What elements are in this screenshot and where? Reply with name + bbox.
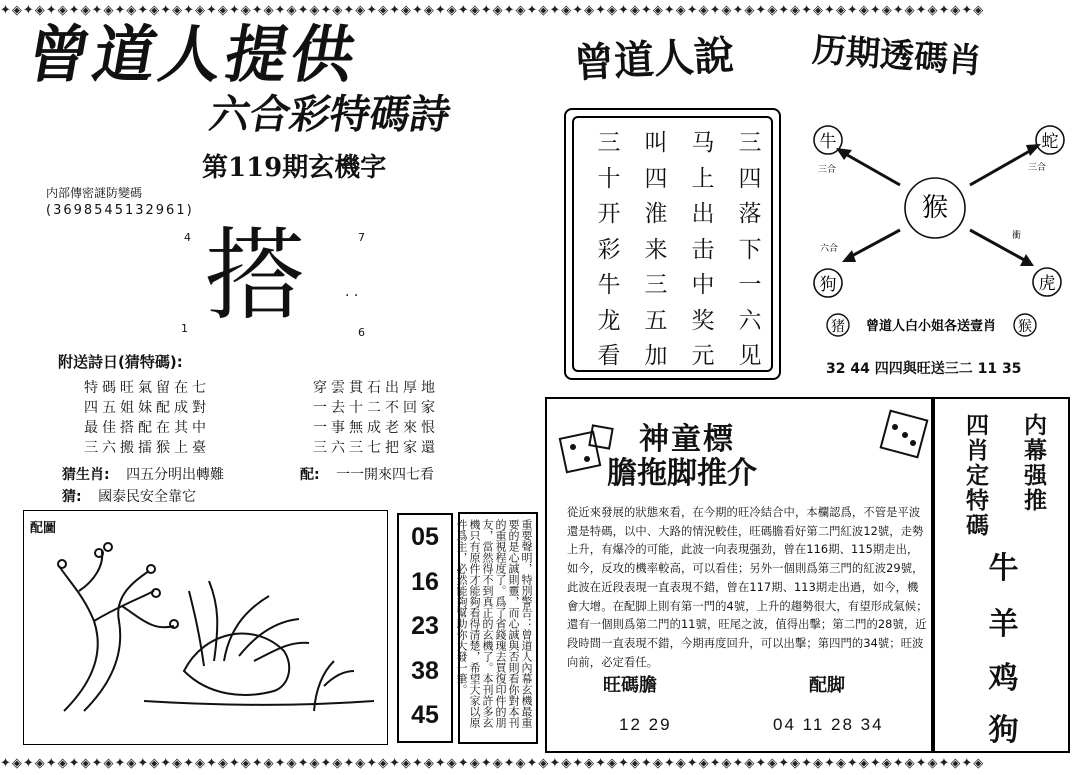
match-value: 一一開來四七看 xyxy=(336,467,435,483)
corner-number-top-right: 7 xyxy=(358,231,365,244)
grid-character: 来 xyxy=(644,236,668,263)
grid-character: 看 xyxy=(597,343,621,369)
grid-character: 牛 xyxy=(597,272,621,298)
secret-code-label: 内部傳密謎防變碼 xyxy=(46,186,143,200)
grid-character: 四 xyxy=(644,165,668,192)
middle-heading: 曾道人說 xyxy=(572,31,736,88)
banker-numbers: 12 29 xyxy=(619,715,672,734)
grid-character: 十 xyxy=(597,165,621,192)
zodiac-pick: 鸡 xyxy=(988,661,1019,696)
special-number: 23 xyxy=(411,612,439,640)
issue-number: 第119期玄機字 xyxy=(202,153,387,183)
grid-character: 开 xyxy=(597,201,621,227)
poem-line: 四五姐妹配成對 xyxy=(84,400,210,416)
guess2-line xyxy=(62,488,196,506)
warning-notice: 重要聲明，特別警告：曾道人內幕玄機最重要的是心誠則靈，而心誠與否則看你對本刊的重視程度了。爲了省錢瑰去買復印件的朋友，當然得不到真正的玄機了。本刊許多玄機只有原件才能夠看得清楚，希望大家以原件爲主，必然能夠幫助你大發一筆。 xyxy=(458,512,538,744)
four-zodiac-label: 四肖定特碼 xyxy=(962,413,989,538)
illustration-label: 配圖 xyxy=(30,521,57,536)
grid-character: 五 xyxy=(644,307,668,334)
legs-numbers: 04 11 28 34 xyxy=(773,715,884,734)
center-animal: 猴 xyxy=(921,193,949,223)
guess2-value: 國泰民安全靠它 xyxy=(98,489,197,505)
zodiac-pick: 牛 xyxy=(988,551,1019,586)
decorative-dots: . . xyxy=(345,284,359,300)
bottom-decorative-border: ✦◈✦◈✦◈✦◈✦◈✦◈✦◈✦◈✦◈✦◈✦◈✦◈✦◈✦◈✦◈✦◈✦◈✦◈✦◈✦◈✦◈✦◈✦◈✦◈✦◈✦◈✦◈✦◈✦◈✦◈✦◈✦◈✦◈✦◈✦◈✦◈✦◈✦◈✦◈✦◈✦◈✦◈✦◈ xyxy=(0,756,985,771)
guess2-label: 猜: xyxy=(62,489,82,505)
grid-character: 上 xyxy=(691,165,715,192)
zodiac-diagram-title: 历期透碼肖 xyxy=(810,30,984,82)
match-line xyxy=(300,466,434,484)
grid-character: 奖 xyxy=(691,307,715,334)
guess-zodiac-label: 猜生肖: xyxy=(62,467,110,483)
banner-left-animal: 猪 xyxy=(831,319,845,335)
poem-line: 三六搬擂猴上臺 xyxy=(84,440,210,456)
dice-right-icon xyxy=(875,405,935,465)
grid-character: 出 xyxy=(691,201,715,227)
grid-character: 叫 xyxy=(644,130,668,156)
article-box xyxy=(545,397,933,753)
zodiac-pick: 狗 xyxy=(988,713,1019,748)
illustration-box xyxy=(23,510,388,745)
article-body: 從近來發展的狀態來看，在今期的旺冷結合中，本欄認爲，不管是平波還是特碼，以中、大路的情況較佳，旺碼膽看好第二門紅波12號，走勢上升，有爆冷的可能，此波一向表現强劲，曾在116期、115期走出，如今，反攻的機率較高，可以看佳；另外一個則爲第三門的紅波29號，此波在近段表現一直表現不錯，曾在117期、113期走出過，如今，機會大增。在配脚上則有第一門的4號，上升的趨勢很大，有望形成氣候；還有一個則爲第二門的11號，旺尾之波，值得出擊；第二門的28號，近段時間一直表現不錯，今期再度回升，可以出擊；第四門的34號；旺波向前，必定看任。 xyxy=(567,506,928,669)
zodiac-diagram xyxy=(800,110,1070,350)
poem-line: 一去十二不回家 xyxy=(313,400,439,416)
main-title: 曾道人提供 xyxy=(21,18,365,91)
special-number: 16 xyxy=(411,567,439,596)
subtitle: 六合彩特碼詩 xyxy=(205,92,455,138)
mystery-character: 搭 xyxy=(205,217,305,334)
grid-character: 中 xyxy=(691,272,715,298)
arrow-snake xyxy=(970,148,1035,185)
grid-character: 加 xyxy=(644,343,668,369)
poem-left-column xyxy=(84,378,210,458)
zodiac-pick: 羊 xyxy=(988,607,1019,642)
guess-zodiac-line xyxy=(62,466,224,484)
match-label: 配: xyxy=(300,467,320,483)
grid-character: 一 xyxy=(738,272,762,298)
animal-dog: 狗 xyxy=(819,275,837,295)
article-title: 神童標 xyxy=(639,422,735,457)
poem-line: 一事無成老來恨 xyxy=(313,420,439,436)
special-number: 45 xyxy=(411,701,439,729)
grid-character: 龙 xyxy=(597,307,621,334)
top-decorative-border: ✦◈✦◈✦◈✦◈✦◈✦◈✦◈✦◈✦◈✦◈✦◈✦◈✦◈✦◈✦◈✦◈✦◈✦◈✦◈✦◈✦◈✦◈✦◈✦◈✦◈✦◈✦◈✦◈✦◈✦◈✦◈✦◈✦◈✦◈✦◈✦◈✦◈✦◈✦◈✦◈✦◈✦◈✦◈ xyxy=(0,3,985,18)
grid-character: 三 xyxy=(738,130,762,156)
guess-zodiac-value: 四五分明出轉難 xyxy=(126,467,225,483)
character-grid-inner xyxy=(572,116,773,372)
grid-character: 落 xyxy=(738,201,762,227)
grid-character: 见 xyxy=(738,343,762,369)
special-number: 38 xyxy=(411,656,439,685)
special-number: 05 xyxy=(411,523,439,551)
grid-character: 淮 xyxy=(644,201,668,227)
poem-right-column xyxy=(313,378,439,458)
tag-chong: 衝 xyxy=(1012,231,1022,241)
poem-line: 最佳搭配在其中 xyxy=(84,420,210,436)
tag-six-he: 六合 xyxy=(820,244,839,254)
grid-character: 元 xyxy=(691,343,715,369)
animal-ox: 牛 xyxy=(819,132,837,152)
poem-line: 穿雲貫石出厚地 xyxy=(313,380,439,396)
corner-number-top-left: 4 xyxy=(184,231,191,244)
grid-character: 三 xyxy=(644,272,668,298)
tag-three-he-left: 三合 xyxy=(818,165,837,175)
corner-number-bottom-left: 1 xyxy=(181,322,188,335)
animal-tiger: 虎 xyxy=(1038,274,1056,294)
grid-character: 三 xyxy=(597,130,621,156)
plant-illustration xyxy=(24,511,387,744)
dice-left-icon xyxy=(555,423,615,483)
secret-code: (3698545132961) xyxy=(46,203,194,218)
pair-numbers-line: 32 44 四四與旺送三二 11 35 xyxy=(826,361,1022,377)
grid-character: 彩 xyxy=(597,236,621,263)
banker-label: 旺碼膽 xyxy=(603,675,657,696)
banner-text: 曾道人白小姐各送壹肖 xyxy=(865,319,997,334)
grid-character: 六 xyxy=(738,307,762,334)
four-zodiac-box xyxy=(933,397,1070,753)
grid-character: 击 xyxy=(691,236,715,263)
banner-right-animal: 猴 xyxy=(1018,319,1032,335)
animal-snake: 蛇 xyxy=(1041,132,1059,152)
tag-three-he-right: 三合 xyxy=(1028,163,1047,173)
grid-character: 马 xyxy=(691,130,715,156)
legs-label: 配脚 xyxy=(809,675,845,696)
poem-line: 三六三七把家還 xyxy=(313,440,439,456)
poem-line: 特碼旺氣留在七 xyxy=(84,380,210,396)
corner-number-bottom-right: 6 xyxy=(358,326,365,339)
inside-strong-push: 内幕强推 xyxy=(1020,413,1047,513)
poem-title: 附送詩日(猜特碼): xyxy=(58,353,183,371)
character-grid-box xyxy=(564,108,781,380)
article-subtitle: 膽拖脚推介 xyxy=(607,456,757,491)
grid-character: 四 xyxy=(738,165,762,192)
arrow-ox xyxy=(842,152,900,185)
special-numbers-box xyxy=(397,513,453,743)
grid-character: 下 xyxy=(738,236,762,263)
arrow-dog xyxy=(848,230,900,258)
